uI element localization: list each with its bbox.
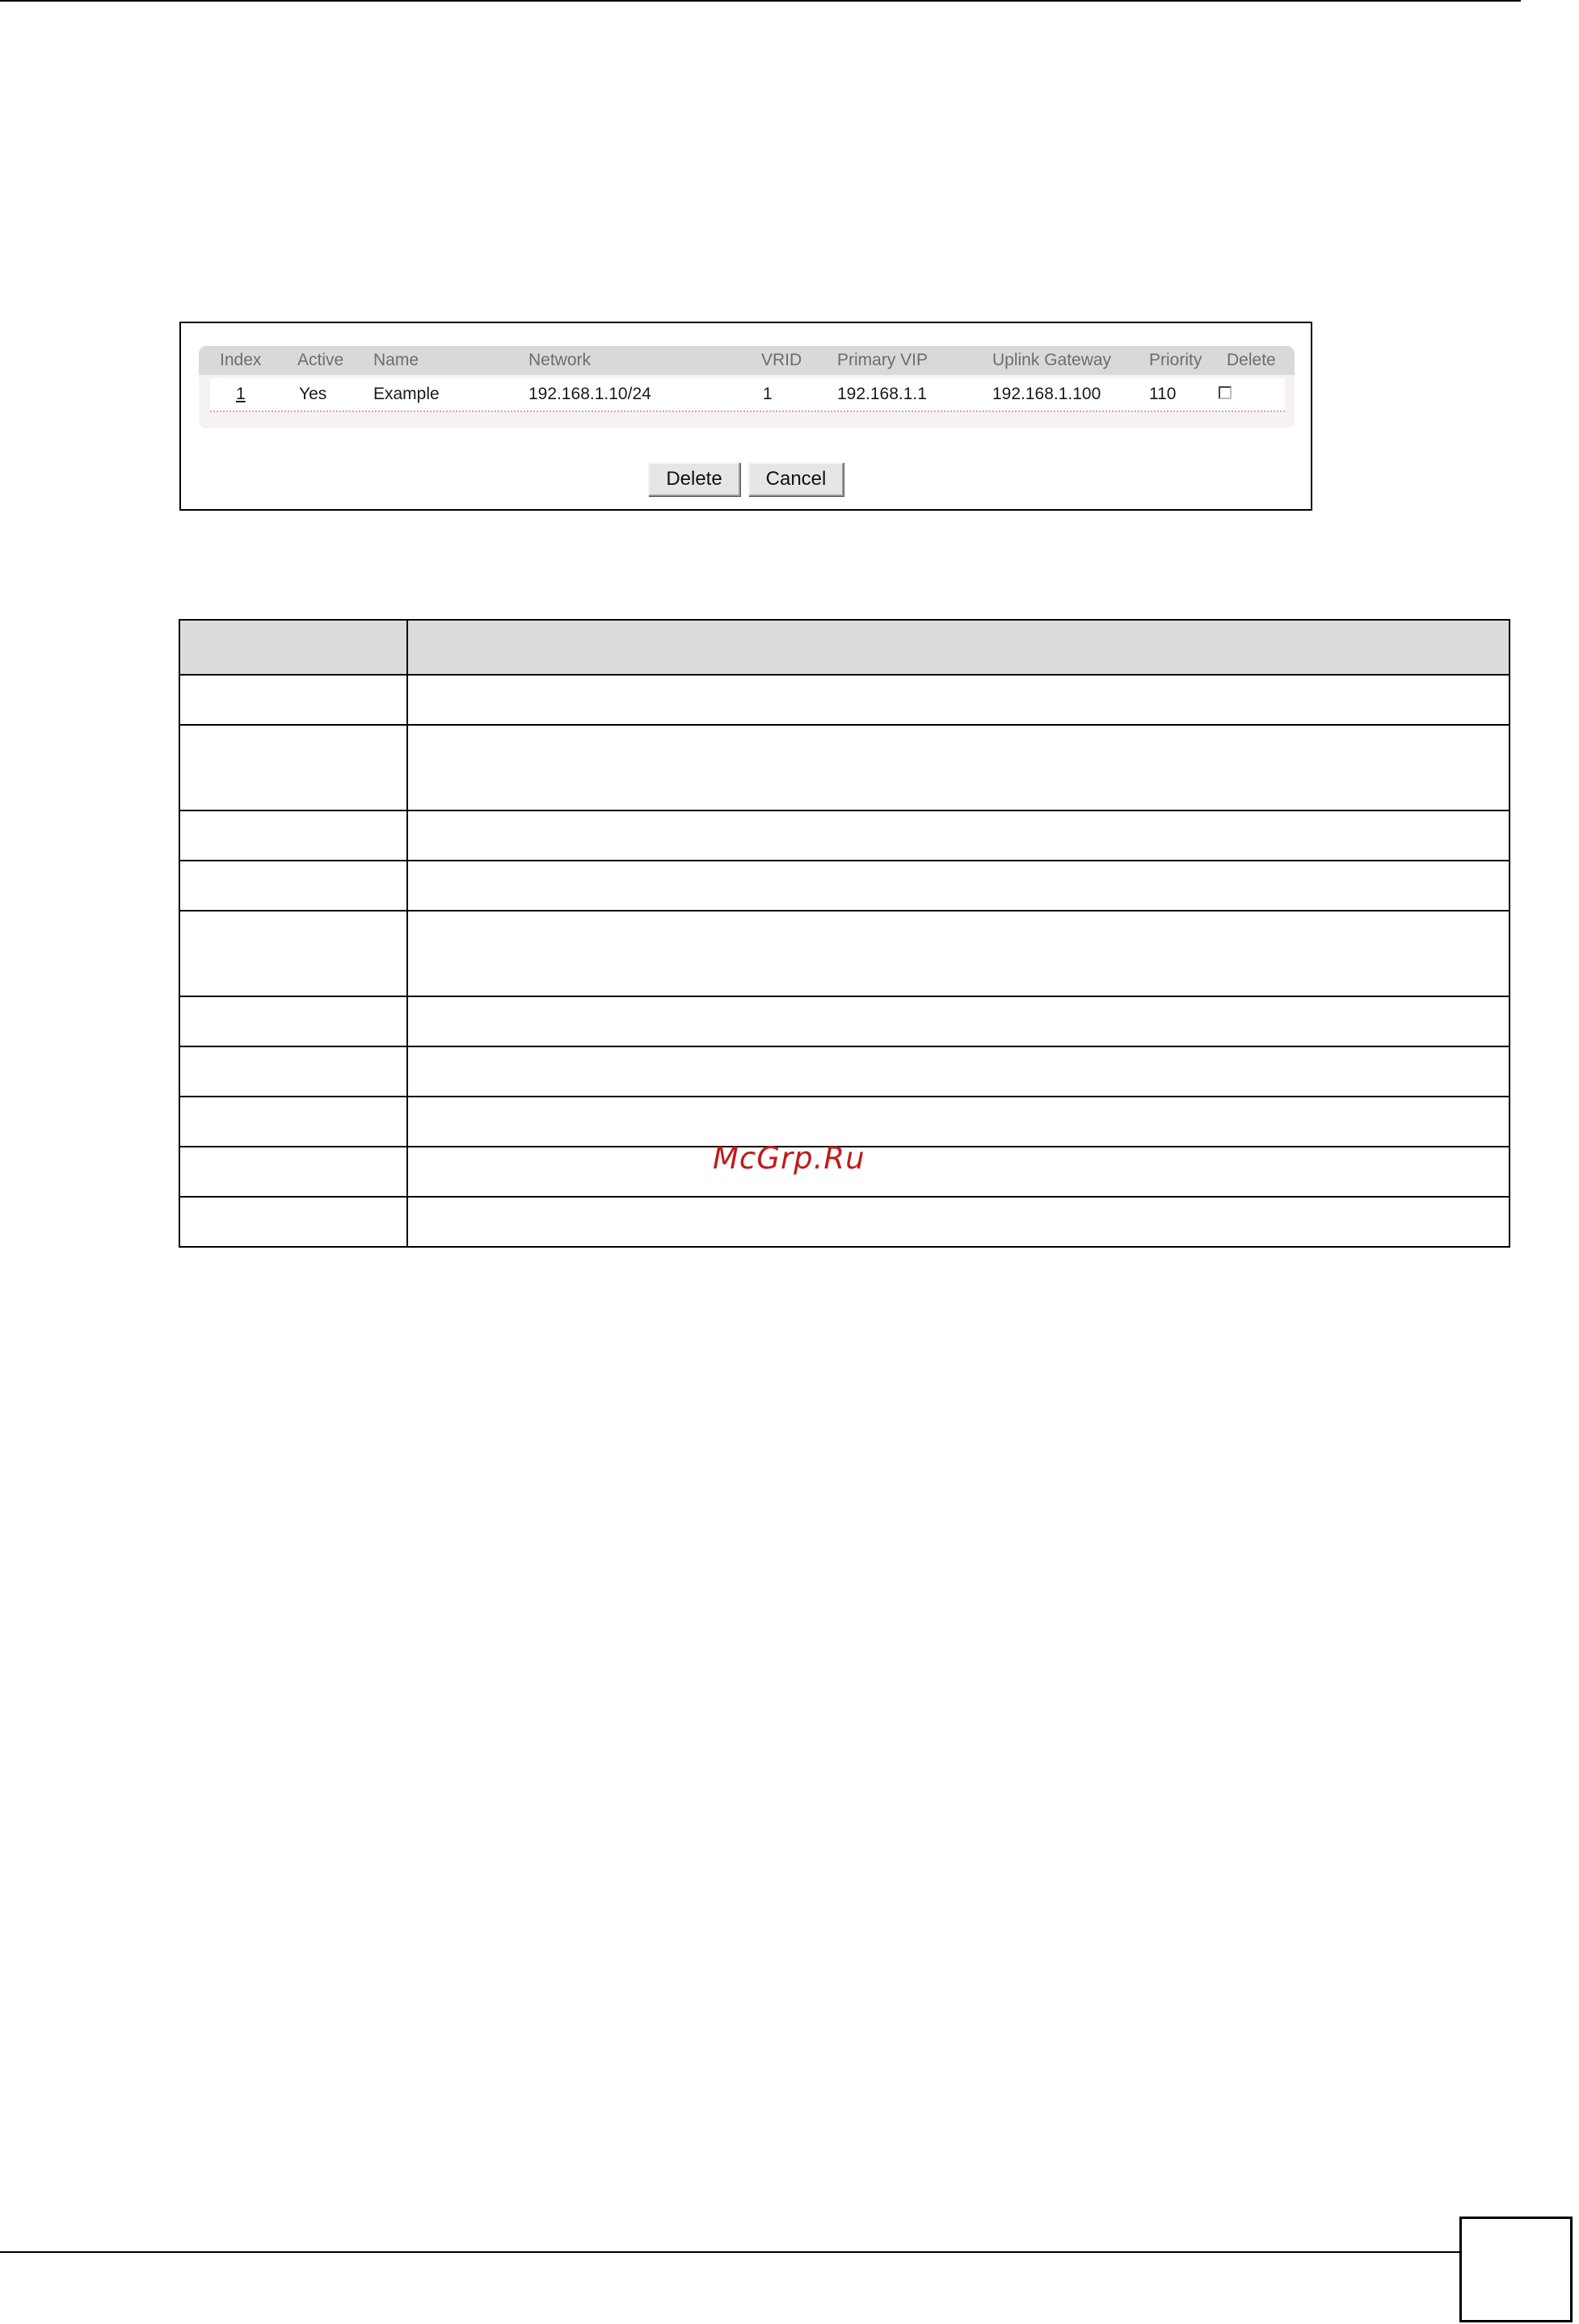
label-cell: [179, 725, 407, 810]
description-cell: [407, 725, 1510, 810]
table-row: [179, 810, 1510, 861]
label-cell: [179, 996, 407, 1046]
row-delete-checkbox[interactable]: [1219, 386, 1232, 399]
header-vrid: VRID: [761, 351, 802, 369]
page-number-box: [1459, 2217, 1573, 2322]
row-network: 192.168.1.10/24: [528, 385, 651, 403]
table-row: [179, 1046, 1510, 1097]
header-cell-description: [407, 620, 1510, 675]
top-rule: [0, 0, 1521, 2]
vrrp-list-header: [199, 346, 1295, 375]
row-name: Example: [373, 385, 440, 403]
header-uplink-gateway: Uplink Gateway: [992, 351, 1112, 369]
delete-button[interactable]: Delete: [648, 462, 740, 496]
description-cell: [407, 810, 1510, 861]
header-cell-label: [179, 620, 407, 675]
description-cell: [407, 861, 1510, 911]
label-cell: [179, 675, 407, 725]
header-delete: Delete: [1227, 351, 1276, 369]
row-uplink-gateway: 192.168.1.100: [992, 385, 1101, 403]
description-table-header: [179, 620, 1510, 675]
description-cell: [407, 1197, 1510, 1247]
row-active: Yes: [299, 385, 327, 403]
description-cell: [407, 1046, 1510, 1097]
watermark: McGrp.Ru: [713, 1141, 865, 1176]
label-cell: [179, 1197, 407, 1247]
table-row: [179, 675, 1510, 725]
vrrp-list-row: [210, 378, 1285, 412]
label-cell: [179, 1147, 407, 1197]
header-priority: Priority: [1149, 351, 1202, 369]
footer-rule: [0, 2251, 1459, 2253]
row-primary-vip: 192.168.1.1: [837, 385, 927, 403]
label-cell: [179, 911, 407, 996]
label-cell: [179, 810, 407, 861]
table-row: [179, 861, 1510, 911]
vrrp-list: [199, 346, 1295, 428]
header-primary-vip: Primary VIP: [837, 351, 928, 369]
table-row: [179, 1197, 1510, 1247]
description-cell: [407, 911, 1510, 996]
description-cell: [407, 1147, 1510, 1197]
row-index-link[interactable]: 1: [236, 385, 246, 403]
table-row: [179, 1097, 1510, 1147]
table-row: [179, 725, 1510, 810]
header-index: Index: [220, 351, 262, 369]
vrrp-screenshot-panel: [179, 322, 1312, 511]
description-cell: [407, 1097, 1510, 1147]
label-cell: [179, 861, 407, 911]
header-network: Network: [528, 351, 592, 369]
label-cell: [179, 1046, 407, 1097]
table-row: [179, 996, 1510, 1046]
header-active: Active: [297, 351, 344, 369]
label-cell: [179, 1097, 407, 1147]
row-priority: 110: [1149, 385, 1177, 403]
description-cell: [407, 675, 1510, 725]
header-name: Name: [373, 351, 419, 369]
description-cell: [407, 996, 1510, 1046]
table-row: [179, 911, 1510, 996]
cancel-button[interactable]: Cancel: [748, 462, 844, 496]
row-vrid: 1: [763, 385, 773, 403]
